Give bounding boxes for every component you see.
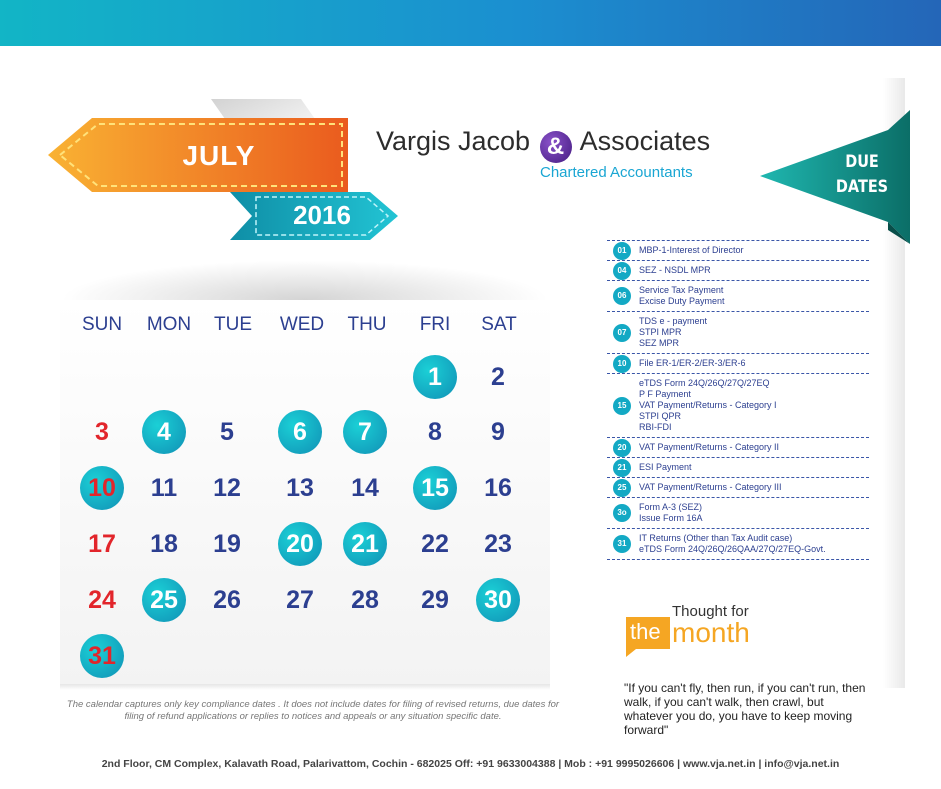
due-item-text: TDS e - payment [639, 316, 708, 326]
weekday-5: FRI [419, 314, 451, 335]
calendar-day: 26 [213, 586, 241, 614]
header-band [0, 0, 941, 46]
due-item-text: SEZ MPR [639, 338, 680, 348]
calendar-day: 16 [484, 474, 512, 502]
calendar-day: 7 [343, 410, 387, 454]
due-list-item [607, 260, 869, 280]
due-list-item [607, 457, 869, 477]
calendar-day: 20 [278, 522, 322, 566]
year-title: 2016 [293, 200, 351, 230]
calendar-day: 28 [351, 586, 379, 614]
calendar-day: 10 [80, 466, 124, 510]
calendar-bottom-edge [60, 684, 550, 690]
due-item-text: Form A-3 (SEZ) [639, 502, 703, 512]
weekday-4: THU [347, 314, 387, 335]
due-list-item [607, 373, 869, 437]
due-item-text: eTDS Form 24Q/26Q/27Q/27EQ [639, 378, 770, 388]
calendar-day: 29 [421, 586, 449, 614]
calendar-day: 23 [484, 530, 512, 558]
year-ribbon [230, 192, 398, 240]
due-day-badge: 25 [613, 479, 631, 497]
due-dates-label-line1: DUE [845, 152, 879, 172]
calendar-day: 13 [286, 474, 314, 502]
due-day-badge: 07 [613, 324, 631, 342]
calendar-day: 30 [476, 578, 520, 622]
brand-name [376, 126, 756, 160]
calendar-day: 12 [213, 474, 241, 502]
calendar-day: 1 [413, 355, 457, 399]
weekday-0: SUN [81, 314, 123, 335]
due-day-badge: 04 [613, 262, 631, 280]
calendar-day: 8 [428, 418, 442, 446]
due-item-text: VAT Payment/Returns - Category I [639, 400, 777, 410]
due-item-text: eTDS Form 24Q/26Q/26QAA/27Q/27EQ-Govt. [639, 544, 826, 554]
due-list-item [607, 311, 869, 353]
due-list-item [607, 437, 869, 457]
due-day-badge: 20 [613, 439, 631, 457]
calendar-day: 24 [88, 586, 116, 614]
due-list-item [607, 353, 869, 373]
due-item-text: SEZ - NSDL MPR [639, 265, 711, 275]
month-title: JULY [182, 140, 256, 171]
calendar-day: 9 [491, 418, 505, 446]
calendar-day: 18 [150, 530, 178, 558]
due-day-badge: 01 [613, 242, 631, 260]
calendar-day: 5 [220, 418, 234, 446]
weekday-2: TUE [214, 314, 252, 335]
calendar-day: 2 [491, 363, 505, 391]
calendar-day: 15 [413, 466, 457, 510]
due-item-text: ESI Payment [639, 462, 692, 472]
thought-for-the-month [626, 603, 866, 663]
due-day-badge: 21 [613, 459, 631, 477]
due-list-item [607, 477, 869, 497]
thought-the: the [630, 619, 661, 644]
calendar-day: 31 [80, 634, 124, 678]
due-item-text: VAT Payment/Returns - Category II [639, 442, 780, 452]
calendar-day: 17 [88, 530, 116, 558]
speech-bubble-tail-icon [626, 649, 636, 657]
weekday-1: MON [146, 314, 192, 335]
calendar-day: 27 [286, 586, 314, 614]
calendar-day: 22 [421, 530, 449, 558]
due-item-text: Excise Duty Payment [639, 296, 725, 306]
due-list-item [607, 528, 869, 560]
due-day-badge: 06 [613, 287, 631, 305]
brand-name-part1: Vargis Jacob [376, 126, 531, 156]
due-dates-list [607, 240, 869, 560]
disclaimer: The calendar captures only key compliance dates . It does not include dates for filing of revised returns, due dates for filing of refund applications or replies to notices and appeals or any situation specific date. [66, 699, 560, 722]
due-list-item [607, 240, 869, 260]
due-item-text: IT Returns (Other than Tax Audit case) [639, 533, 793, 543]
calendar-shadow [60, 260, 550, 300]
due-day-badge: 15 [613, 397, 631, 415]
thought-month: month [672, 617, 750, 648]
due-day-badge: 10 [613, 355, 631, 373]
calendar-day: 25 [142, 578, 186, 622]
due-dates-label [830, 150, 895, 200]
calendar-day: 3 [95, 418, 109, 446]
thought-quote: "If you can't fly, then run, if you can't run, then walk, if you can't walk, then crawl, but whatever you do, you have to keep moving forward" [624, 681, 866, 737]
due-list-item [607, 280, 869, 311]
due-day-badge: 31 [613, 535, 631, 553]
due-item-text: RBI-FDI [639, 422, 672, 432]
month-ribbon [48, 118, 348, 192]
calendar-day: 6 [278, 410, 322, 454]
brand-subtitle: Chartered Accountants [540, 164, 693, 181]
due-item-text: VAT Payment/Returns - Category III [639, 482, 782, 492]
due-item-text: File ER-1/ER-2/ER-3/ER-6 [639, 358, 746, 368]
weekday-3: WED [279, 314, 325, 335]
due-dates-badge [760, 110, 910, 244]
thought-for: Thought for [672, 603, 749, 620]
weekday-6: SAT [481, 314, 517, 335]
ampersand-logo-icon: & [540, 131, 572, 163]
calendar-day: 21 [343, 522, 387, 566]
calendar-day: 14 [351, 474, 379, 502]
due-item-text: MBP-1-Interest of Director [639, 245, 744, 255]
due-dates-label-line2: DATES [835, 177, 889, 197]
calendar-day: 4 [142, 410, 186, 454]
brand-name-part2: Associates [579, 126, 711, 156]
footer-contact: 2nd Floor, CM Complex, Kalavath Road, Palarivattom, Cochin - 682025 Off: +91 9633004388 | Mob : +91 9995026606 | www.vja.net.in | info@vja.net.in [101, 758, 840, 770]
due-list-item [607, 497, 869, 528]
due-item-text: STPI QPR [639, 411, 682, 421]
due-item-text: Issue Form 16A [639, 513, 703, 523]
due-day-badge: 3o [613, 504, 631, 522]
calendar-day: 11 [150, 474, 178, 502]
due-item-text: Service Tax Payment [639, 285, 724, 295]
due-item-text: STPI MPR [639, 327, 682, 337]
due-item-text: P F Payment [639, 389, 691, 399]
calendar-day: 19 [213, 530, 241, 558]
